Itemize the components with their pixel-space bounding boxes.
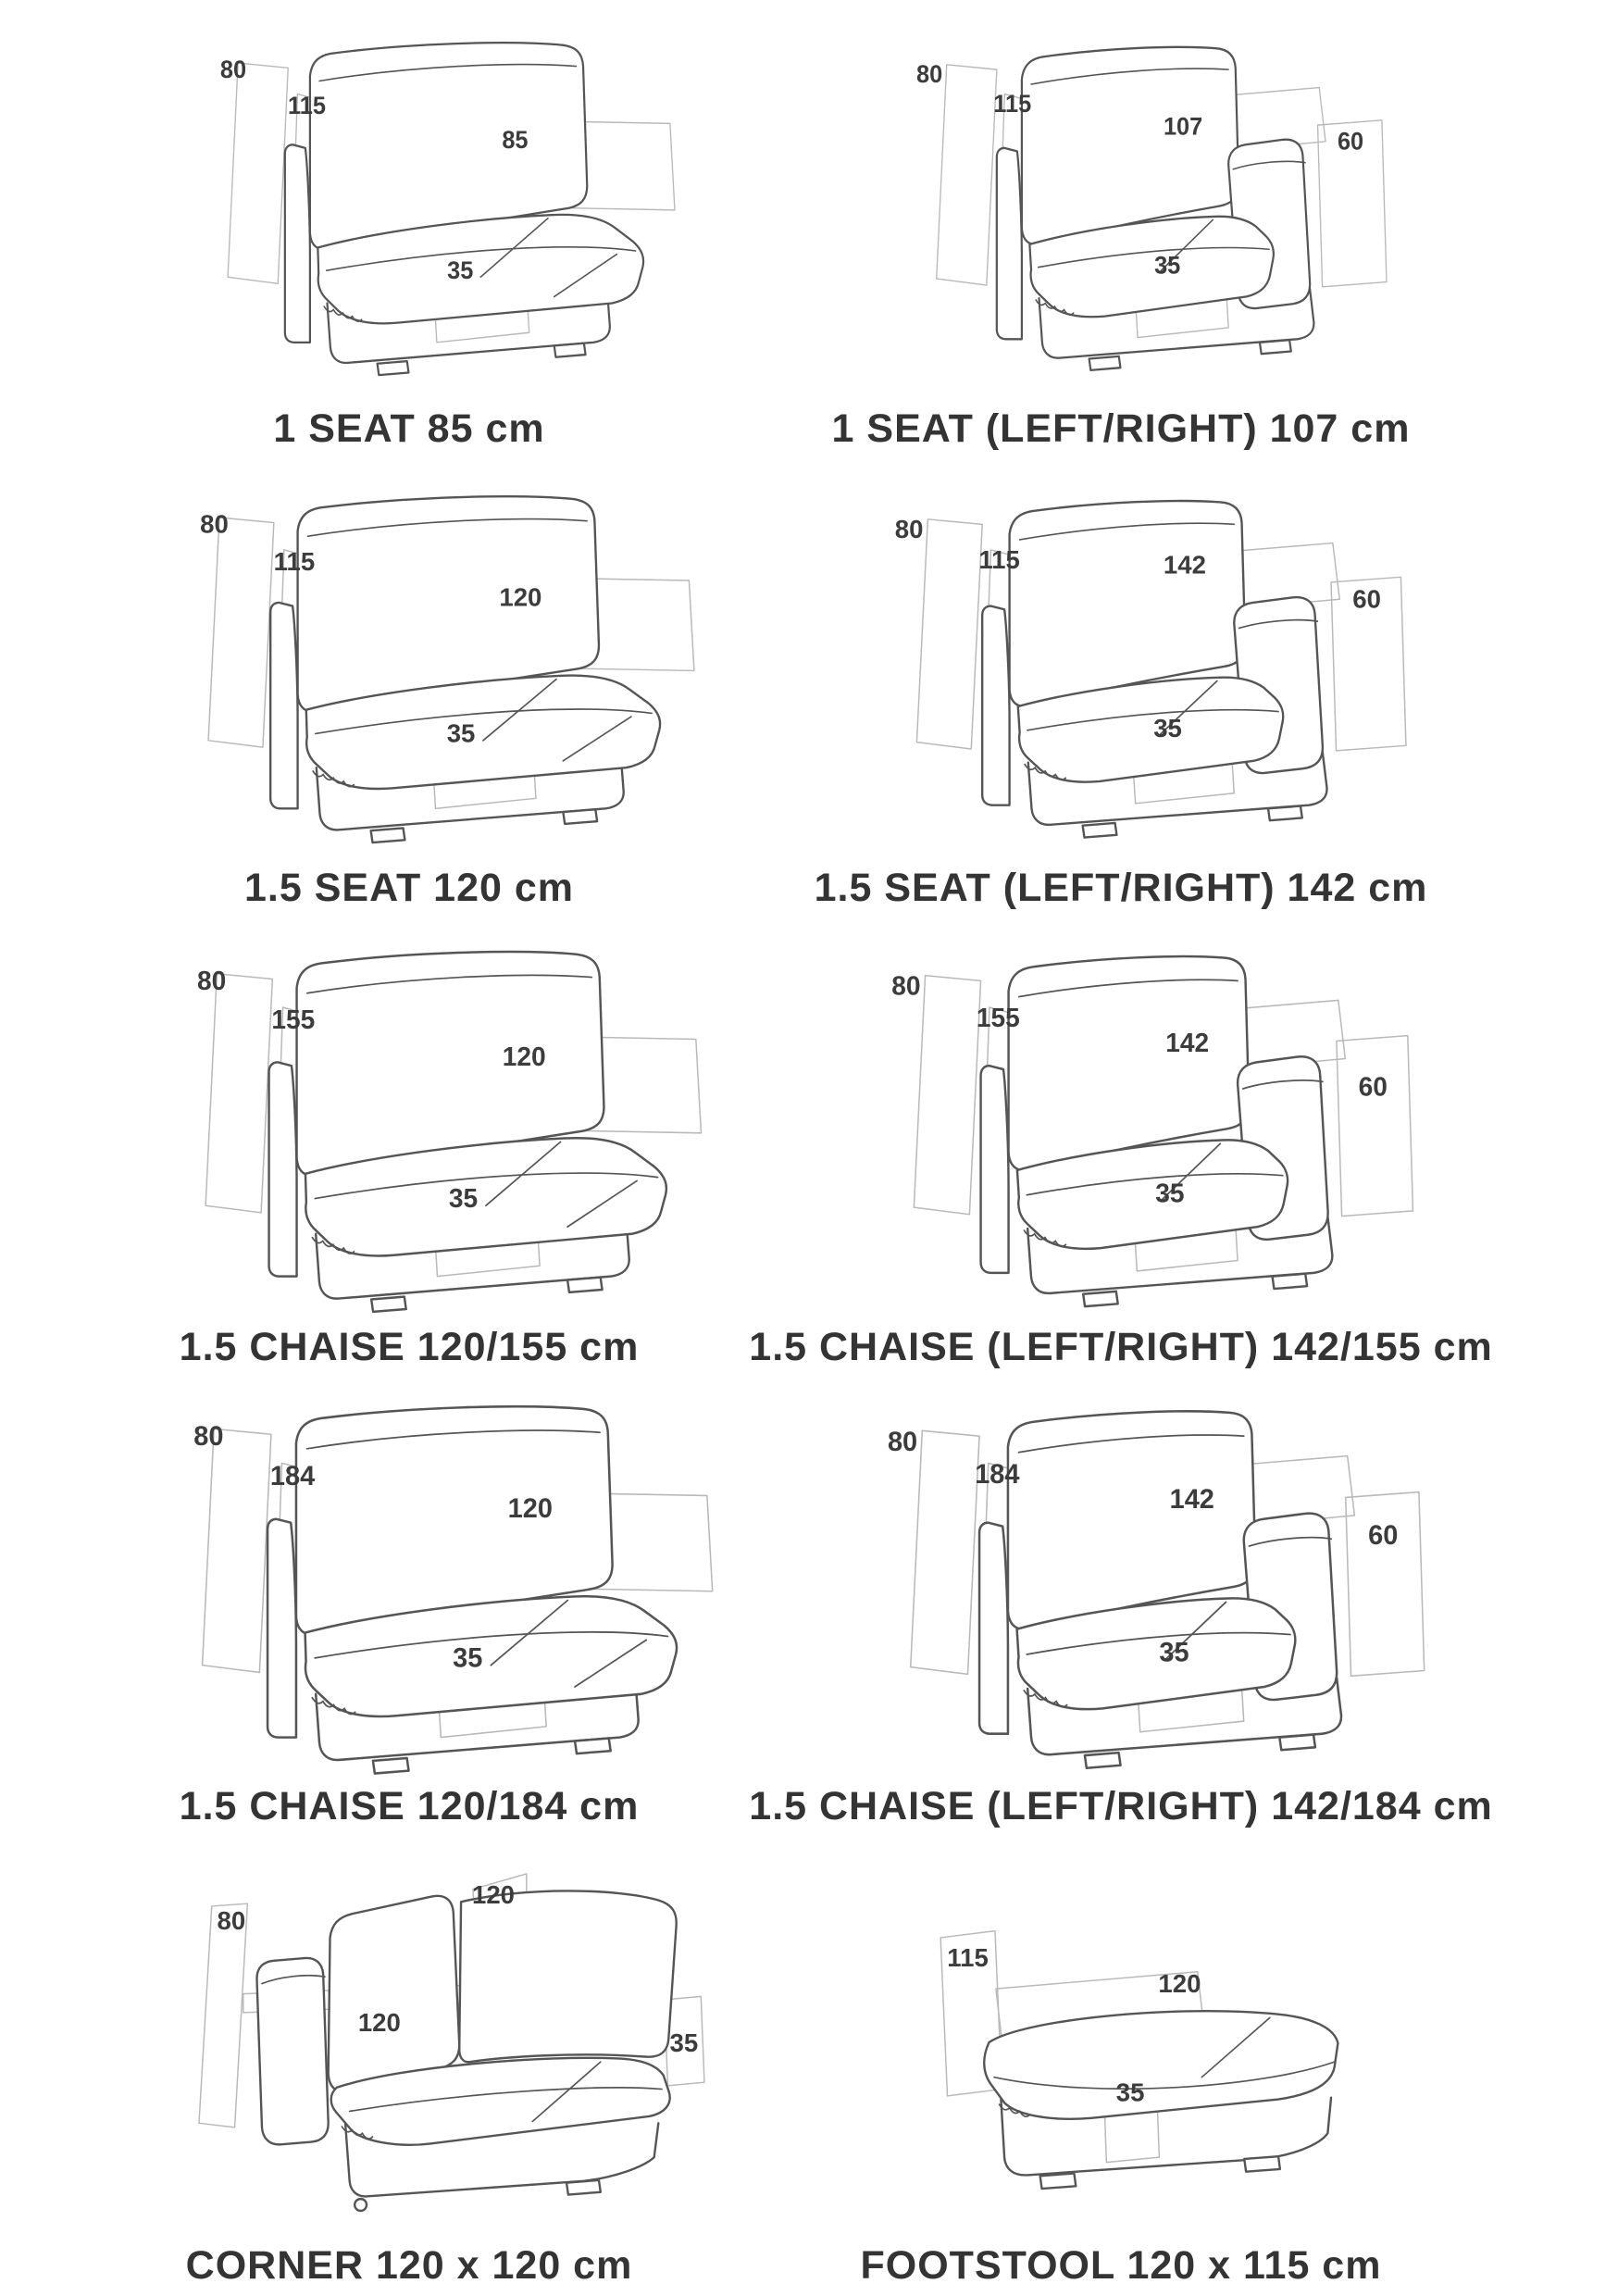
module-title: 1.5 CHAISE (LEFT/RIGHT) 142/155 cm <box>749 1325 1493 1369</box>
module-group <box>193 1406 712 1773</box>
dim-depth: 115 <box>947 1943 989 1973</box>
module-cell-chaise-184-arm <box>749 1378 1618 1837</box>
dim-arm-height: 60 <box>1368 1520 1399 1552</box>
dim-width: 142 <box>1165 1028 1210 1058</box>
dim-seat-height: 35 <box>446 718 476 748</box>
sofa-drawing-1-seat-arm <box>788 6 1454 406</box>
dim-seat-width: 120 <box>357 2008 401 2038</box>
dim-back-height: 80 <box>197 966 227 997</box>
module-group <box>940 1931 1338 2190</box>
dim-back-height: 80 <box>200 509 229 539</box>
sofa-drawing-footstool <box>788 1842 1454 2242</box>
sofa-drawing-chaise-184 <box>76 1383 742 1783</box>
dim-back-height: 80 <box>891 971 921 1002</box>
dim-seat-height: 35 <box>1153 714 1182 743</box>
module-title: 1.5 SEAT (LEFT/RIGHT) 142 cm <box>814 866 1428 910</box>
dim-depth: 115 <box>288 93 326 119</box>
dim-width: 85 <box>502 127 529 154</box>
dim-arm-height: 60 <box>1358 1072 1388 1103</box>
dim-back-height: 80 <box>894 515 924 544</box>
sofa-drawing-1-5-seat <box>76 465 742 865</box>
dim-width: 120 <box>507 1493 553 1524</box>
sofa-drawing-1-5-seat-arm <box>788 465 1454 865</box>
module-cell-corner <box>0 1837 809 2296</box>
dim-seat-height: 35 <box>447 257 474 285</box>
dim-width: 120 <box>499 582 542 612</box>
module-cell-1-seat <box>0 0 809 459</box>
module-cell-1-5-seat-arm <box>809 459 1618 918</box>
dim-width: 120 <box>502 1042 546 1073</box>
sofa-drawing-chaise-184-arm <box>788 1383 1454 1783</box>
dim-seat-height: 35 <box>448 1183 479 1215</box>
module-group <box>895 501 1406 838</box>
dim-depth: 184 <box>269 1461 316 1491</box>
module-cell-footstool <box>809 1837 1618 2296</box>
module-group <box>888 1411 1425 1767</box>
module-title: CORNER 120 x 120 cm <box>185 2243 633 2288</box>
sofa-drawing-corner <box>76 1842 742 2242</box>
dim-seat-height: 35 <box>669 2028 699 2058</box>
module-group <box>220 43 675 375</box>
dim-back-height: 80 <box>193 1421 224 1452</box>
dim-depth: 184 <box>975 1459 1020 1490</box>
dim-seat-height: 35 <box>1115 2078 1145 2107</box>
dim-back-height: 80 <box>219 56 247 84</box>
dim-seat-height: 35 <box>1154 253 1181 280</box>
module-title: 1 SEAT (LEFT/RIGHT) 107 cm <box>831 406 1411 451</box>
dim-back-width: 120 <box>471 1880 515 1910</box>
module-group <box>891 956 1413 1306</box>
module-cell-1-5-seat <box>0 459 809 918</box>
dim-depth: 115 <box>993 91 1032 119</box>
dim-arm-height: 60 <box>1352 584 1381 614</box>
module-cell-chaise-184 <box>0 1378 809 1837</box>
sofa-drawing-chaise-155 <box>76 924 742 1324</box>
module-group <box>199 1874 704 2211</box>
sofa-drawing-1-seat <box>76 6 742 406</box>
dim-back-height: 80 <box>916 61 943 89</box>
dim-seat-height: 35 <box>1159 1638 1189 1668</box>
dim-width: 142 <box>1169 1484 1214 1516</box>
module-group <box>916 47 1387 370</box>
footstool-sketch <box>940 1931 1338 2190</box>
dim-seat-height: 35 <box>453 1643 483 1674</box>
module-title: 1.5 CHAISE (LEFT/RIGHT) 142/184 cm <box>749 1784 1493 1828</box>
corner-sofa-sketch <box>199 1874 704 2211</box>
dim-back-height: 80 <box>217 1905 246 1935</box>
module-group <box>200 496 694 842</box>
module-title: 1.5 CHAISE 120/155 cm <box>179 1325 640 1369</box>
sofa-drawing-chaise-155-arm <box>788 924 1454 1324</box>
module-title: 1.5 CHAISE 120/184 cm <box>179 1784 640 1828</box>
dim-depth: 155 <box>976 1003 1020 1034</box>
dim-depth: 115 <box>978 545 1020 575</box>
dim-width: 142 <box>1163 550 1206 580</box>
module-cell-chaise-155-arm <box>749 918 1618 1378</box>
dim-depth: 115 <box>273 546 316 576</box>
module-title: 1 SEAT 85 cm <box>273 406 545 451</box>
dim-arm-height: 60 <box>1337 129 1364 156</box>
dim-back-height: 80 <box>887 1427 918 1457</box>
dim-width: 120 <box>1158 1968 1201 1998</box>
module-title: 1.5 SEAT 120 cm <box>244 866 574 910</box>
dim-seat-height: 35 <box>1155 1179 1185 1209</box>
module-cell-1-seat-arm <box>809 0 1618 459</box>
module-title: FOOTSTOOL 120 x 115 cm <box>860 2243 1382 2288</box>
dim-width: 107 <box>1163 114 1203 141</box>
module-group <box>197 952 701 1312</box>
dim-depth: 155 <box>271 1004 316 1036</box>
module-cell-chaise-155 <box>0 918 809 1378</box>
